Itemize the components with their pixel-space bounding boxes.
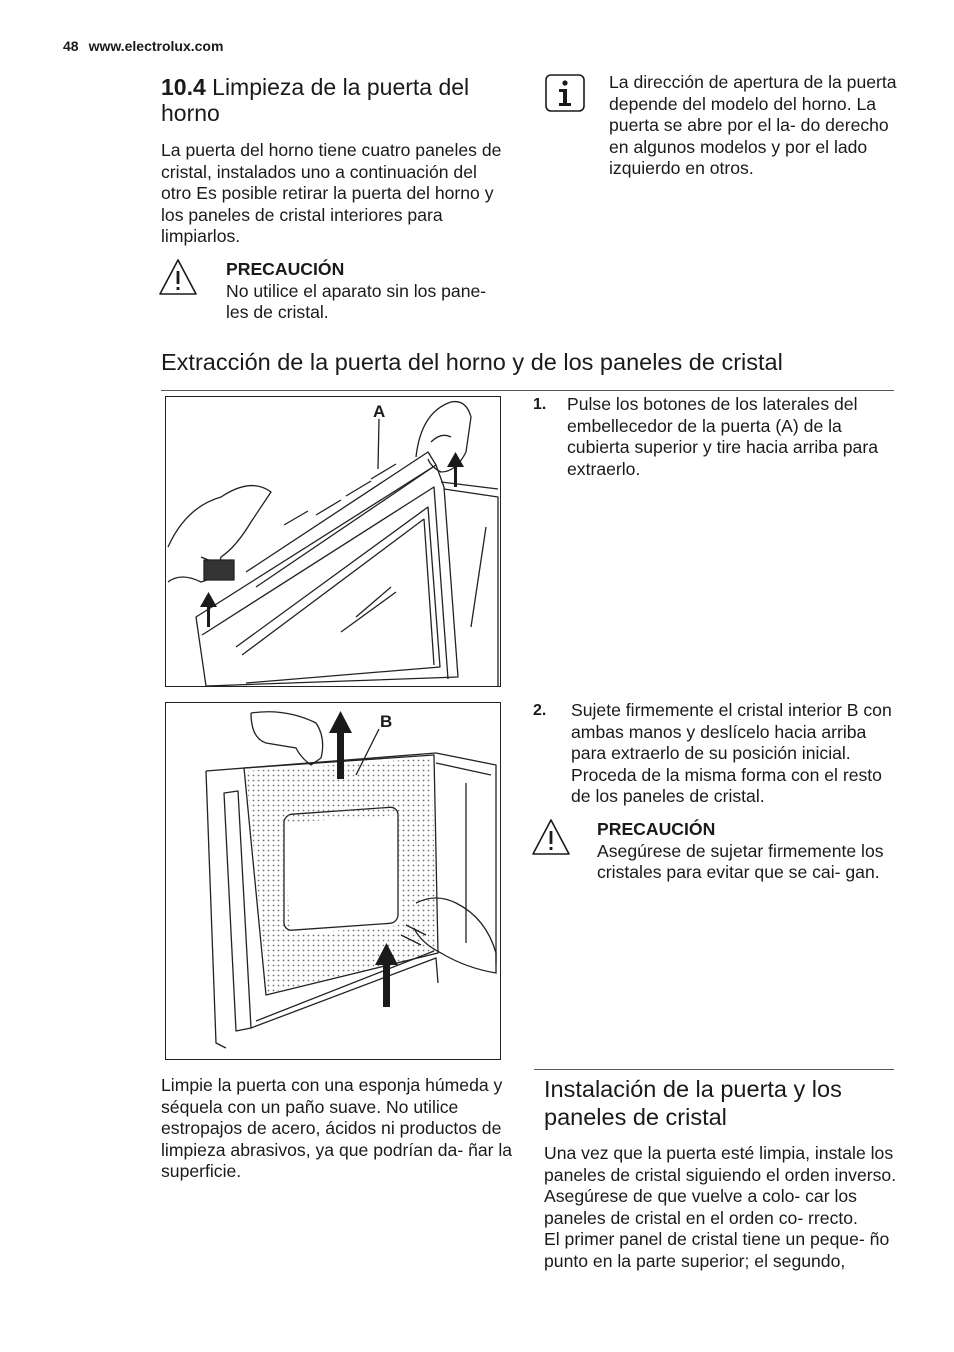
door-trim-illustration	[166, 397, 500, 686]
glass-panel-illustration	[166, 703, 500, 1059]
warning-triangle-icon	[158, 258, 198, 296]
step-text: Sujete firmemente el cristal interior B con ambas manos y deslícelo hacia arriba para extraerlo de su posición inicial. Proceda de la misma forma con el resto de los paneles de cristal.	[571, 700, 892, 807]
step-2	[533, 700, 895, 808]
step-number: 2.	[533, 702, 547, 719]
caution-title: PRECAUCIÓN	[226, 259, 345, 279]
caution-text: Asegúrese de sujetar firmemente los cristales para evitar que se cai- gan.	[597, 840, 884, 883]
step-number: 1.	[533, 396, 547, 413]
info-note: La dirección de apertura de la puerta depende del modelo del horno. La puerta se abre por el la- do derecho en algunos modelos y por el lado izquierdo en otros.	[609, 72, 897, 179]
caution-block-2	[597, 819, 897, 884]
intro-paragraph: La puerta del horno tiene cuatro paneles de cristal, instalados uno a continuación del otro Es posible retirar la puerta del horno y los paneles de cristal interiores para limpiarlos.	[161, 140, 502, 247]
figure-remove-door-trim	[165, 396, 501, 687]
page-number: 48	[63, 38, 79, 54]
step-text: Pulse los botones de los laterales del embellecedor de la puerta (A) de la cubierta superior y tire hacia arriba para extraerlo.	[567, 394, 878, 479]
installation-paragraph-1: Una vez que la puerta esté limpia, instale los paneles de cristal siguiendo el orden inverso. Asegúrese de que vuelve a colo- car los paneles de cristal en el orden co- rrecto.	[544, 1143, 897, 1228]
caution-text: No utilice el aparato sin los pane- les de cristal.	[226, 280, 487, 323]
section-title	[161, 74, 511, 126]
website-url: www.electrolux.com	[88, 38, 224, 54]
divider	[161, 390, 894, 391]
figure-label-b: B	[380, 712, 393, 731]
section-number: 10.4	[161, 74, 206, 100]
step-1	[533, 394, 898, 480]
divider	[534, 1069, 894, 1070]
figure-remove-glass-panel	[165, 702, 501, 1060]
cleaning-paragraph: Limpie la puerta con una esponja húmeda y séquela con un paño suave. No utilice estropajos de acero, ácidos ni productos de limpieza abrasivos, ya que podrían da- ñar la superficie.	[161, 1075, 513, 1182]
caution-title: PRECAUCIÓN	[597, 819, 716, 839]
info-icon	[545, 74, 585, 112]
figure-label-a: A	[373, 402, 386, 421]
installation-heading: Instalación de la puerta y los paneles de cristal	[544, 1076, 842, 1130]
page-header	[63, 38, 223, 54]
caution-block-1	[226, 259, 506, 324]
installation-text	[544, 1143, 899, 1273]
section-title-text: Limpieza de la puerta del horno	[161, 74, 470, 126]
extraction-heading: Extracción de la puerta del horno y de los paneles de cristal	[161, 349, 783, 375]
warning-triangle-icon	[531, 818, 571, 856]
installation-paragraph-2: El primer panel de cristal tiene un peque- ño punto en la parte superior; el segundo,	[544, 1229, 890, 1271]
